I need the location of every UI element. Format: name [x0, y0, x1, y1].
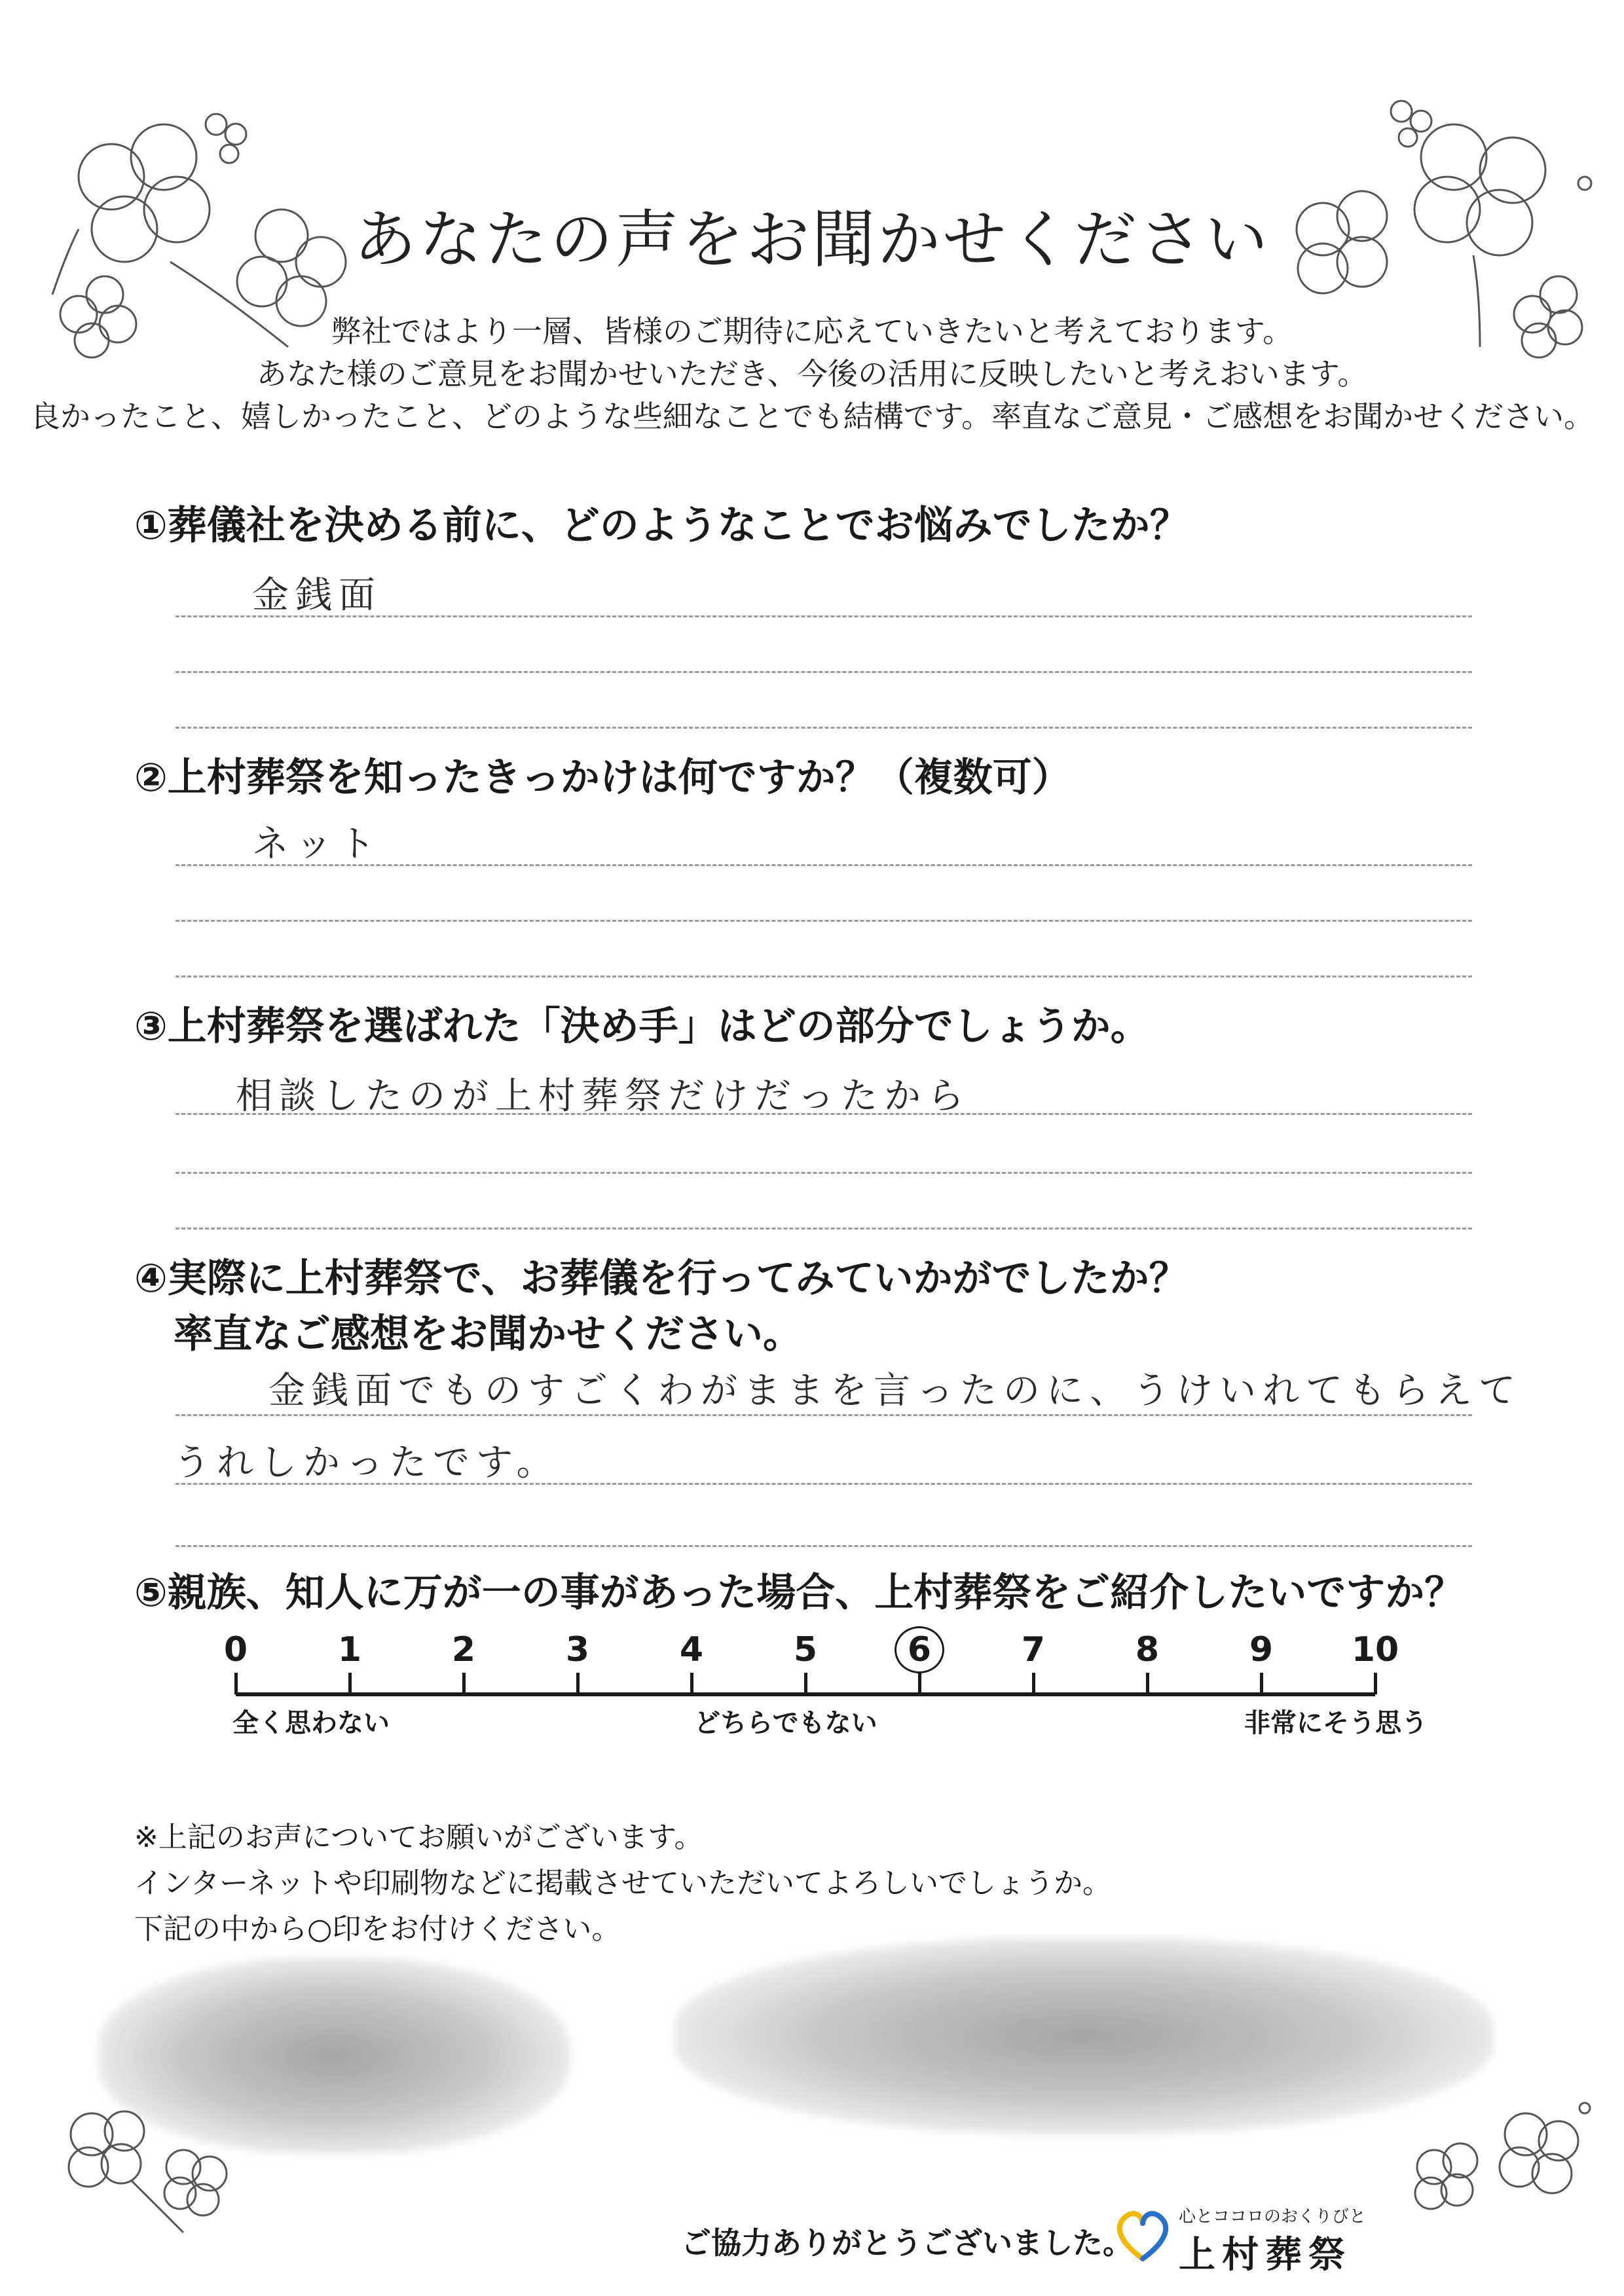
question-3: ③上村葬祭を選ばれた「決め手」はどの部分でしょうか。 [134, 1004, 1150, 1049]
question-1: ①葬儀社を決める前に、どのようなことでお悩みでしたか？ [134, 503, 1189, 549]
notice-line-3: 下記の中から○印をお付けください。 [134, 1912, 621, 1946]
clover-decoration-bottom-right [1395, 2095, 1591, 2226]
answer-line [175, 1228, 1472, 1230]
scale-number-7[interactable]: 7 [1021, 1630, 1046, 1669]
thanks-message: ご協力ありがとうございました。 [681, 2225, 1133, 2261]
scale-tick [1032, 1673, 1035, 1694]
brand-tagline: 心とココロのおくりびと [1179, 2207, 1367, 2227]
scale-label-high: 非常にそう思う [1244, 1708, 1428, 1738]
brand-heart-logo [1113, 2206, 1172, 2265]
scale-tick [918, 1673, 921, 1694]
notice-line-2: インターネットや印刷物などに掲載させていただいてよろしいでしょうか。 [134, 1867, 1112, 1900]
question-4-line-1: ④実際に上村葬祭で、お葬儀を行ってみていかがでしたか？ [134, 1256, 1189, 1302]
scale-number-0[interactable]: 0 [223, 1630, 248, 1669]
scale-number-6[interactable]: 6 [907, 1630, 932, 1669]
answer-2: ネット [252, 823, 382, 866]
scale-label-low: 全く思わない [232, 1708, 390, 1738]
intro-line-3: 良かったこと、嬉しかったこと、どのような些細なことでも結構です。率直なご意見・ご感想をお聞かせください。 [29, 399, 1595, 434]
answer-line [175, 1172, 1472, 1174]
intro-line-2: あなた様のご意見をお聞かせいただき、今後の活用に反映したいと考えおいます。 [256, 356, 1368, 392]
scale-number-2[interactable]: 2 [451, 1630, 476, 1669]
redacted-area-right [674, 1938, 1493, 2134]
answer-line [175, 1113, 1472, 1115]
answer-4-line-2: うれしかったです。 [174, 1442, 560, 1484]
clover-decoration-bottom-left [52, 2095, 249, 2239]
scale-tick [234, 1673, 238, 1694]
answer-1: 金銭面 [252, 574, 382, 617]
scale-number-8[interactable]: 8 [1135, 1630, 1160, 1669]
answer-line [175, 615, 1472, 617]
answer-line [175, 1483, 1472, 1485]
answer-line [175, 727, 1472, 729]
answer-line [175, 864, 1472, 866]
question-4-line-2: 率直なご感想をお聞かせください。 [174, 1311, 802, 1357]
answer-line [175, 975, 1472, 977]
scale-tick [1374, 1673, 1377, 1694]
answer-line [175, 1545, 1472, 1547]
scale-tick [576, 1673, 580, 1694]
page-title: あなたの声をお聞かせください [354, 203, 1270, 276]
scale-tick [804, 1673, 807, 1694]
brand-name: 上村葬祭 [1179, 2234, 1352, 2276]
scale-number-1[interactable]: 1 [337, 1630, 362, 1669]
question-2: ②上村葬祭を知ったきっかけは何ですか？（複数可） [134, 755, 1071, 801]
selected-circle [895, 1626, 944, 1673]
answer-4-line-1: 金銭面でものすごくわがままを言ったのに、うけいれてもらえて [268, 1370, 1522, 1412]
scale-tick [462, 1673, 466, 1694]
notice-line-1: ※上記のお声についてお願いがございます。 [134, 1821, 703, 1854]
scale-tick [348, 1673, 352, 1694]
answer-line [175, 1414, 1472, 1416]
scale-tick [1260, 1673, 1263, 1694]
scale-number-10[interactable]: 10 [1351, 1630, 1399, 1669]
scale-number-9[interactable]: 9 [1249, 1630, 1274, 1669]
scale-tick [1146, 1673, 1149, 1694]
scale-number-4[interactable]: 4 [679, 1630, 704, 1669]
scale-label-mid: どちらでもない [694, 1708, 877, 1738]
answer-line [175, 920, 1472, 922]
question-5: ⑤親族、知人に万が一の事があった場合、上村葬祭をご紹介したいですか？ [134, 1570, 1464, 1616]
intro-line-1: 弊社ではより一層、皆様のご期待に応えていきたいと考えております。 [331, 314, 1293, 349]
answer-3: 相談したのが上村葬祭だけだったから [236, 1075, 970, 1118]
scale-number-5[interactable]: 5 [793, 1630, 818, 1669]
scale-number-3[interactable]: 3 [565, 1630, 590, 1669]
scale-tick [690, 1673, 693, 1694]
answer-line [175, 671, 1472, 673]
